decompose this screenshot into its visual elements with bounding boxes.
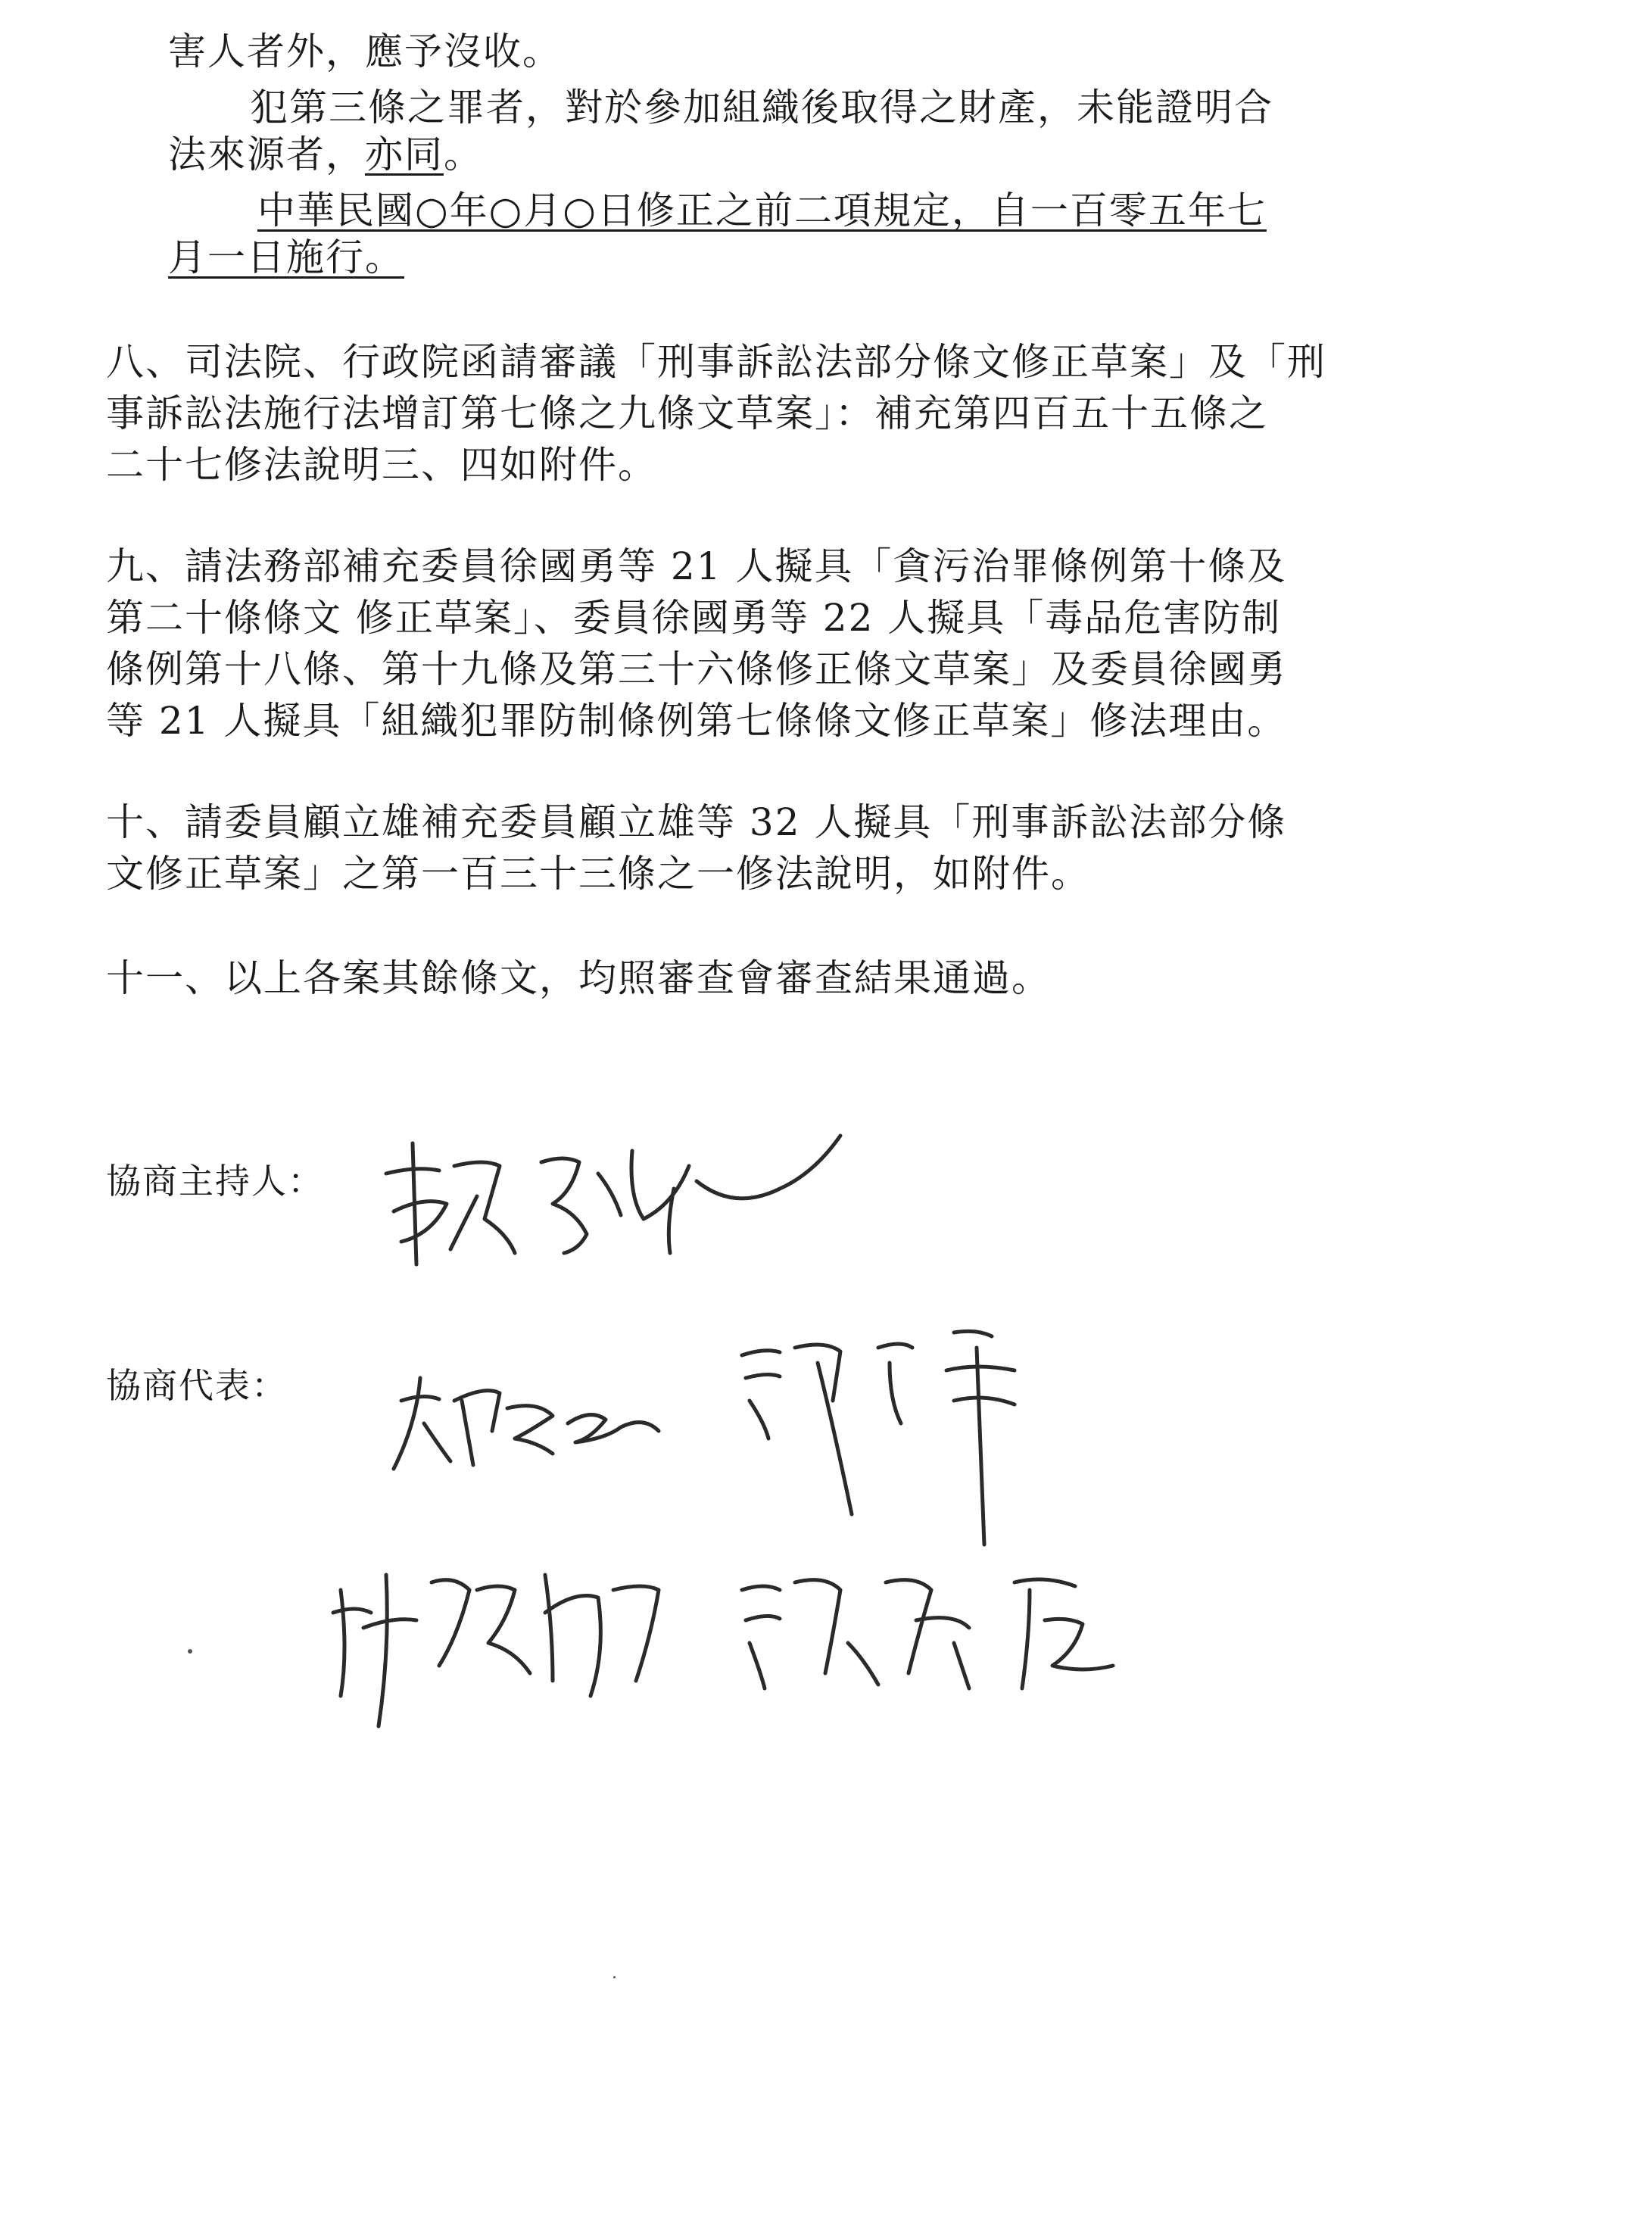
representative-signature-4	[727, 1560, 1136, 1711]
representative-signature-1	[379, 1355, 681, 1484]
article-line-2: 犯第三條之罪者，對於參加組織後取得之財產，未能證明合	[250, 86, 1273, 129]
article-line-3-underlined: 亦同	[365, 132, 444, 176]
host-signature	[371, 1121, 856, 1287]
representative-signature-3	[326, 1545, 719, 1741]
article-line-5-amended: 月一日施行。	[168, 235, 404, 279]
item11-line-1: 十一、以上各案其餘條文，均照審查會審查結果通過。	[106, 956, 1051, 1000]
representative-signature-2	[727, 1317, 1060, 1575]
scan-speck	[613, 1976, 616, 1978]
item10-line-2: 文修正草案」之第一百三十三條之一修法說明，如附件。	[106, 852, 1090, 896]
article-line-3-pre: 法來源者，	[168, 132, 365, 176]
item8-line-2: 事訴訟法施行法增訂第七條之九條文草案」：補充第四百五十五條之	[106, 391, 1268, 435]
article-line-3	[168, 132, 483, 177]
item9-line-4: 等 21 人擬具「組織犯罪防制條例第七條條文修正草案」修法理由。	[106, 699, 1287, 743]
representative-label: 協商代表：	[106, 1365, 288, 1406]
item8-line-3: 二十七修法說明三、四如附件。	[106, 443, 657, 487]
item9-line-2: 第二十條條文 修正草案」、委員徐國勇等 22 人擬具「毒品危害防制	[106, 596, 1282, 640]
article-line-4-amended: 中華民國○年○月○日修正之前二項規定，自一百零五年七	[257, 189, 1267, 232]
host-label: 協商主持人：	[106, 1161, 324, 1202]
article-line-3-post: 。	[444, 132, 483, 176]
article-line-1: 害人者外，應予沒收。	[168, 30, 562, 73]
item8-line-1: 八、司法院、行政院函請審議「刑事訴訟法部分條文修正草案」及「刑	[106, 340, 1326, 384]
scan-speck	[188, 1649, 192, 1654]
item9-line-3: 條例第十八條、第十九條及第三十六條修正條文草案」及委員徐國勇	[106, 647, 1287, 691]
item10-line-1: 十、請委員顧立雄補充委員顧立雄等 32 人擬具「刑事訴訟法部分條	[106, 800, 1287, 844]
item9-line-1: 九、請法務部補充委員徐國勇等 21 人擬具「貪污治罪條例第十條及	[106, 544, 1287, 588]
